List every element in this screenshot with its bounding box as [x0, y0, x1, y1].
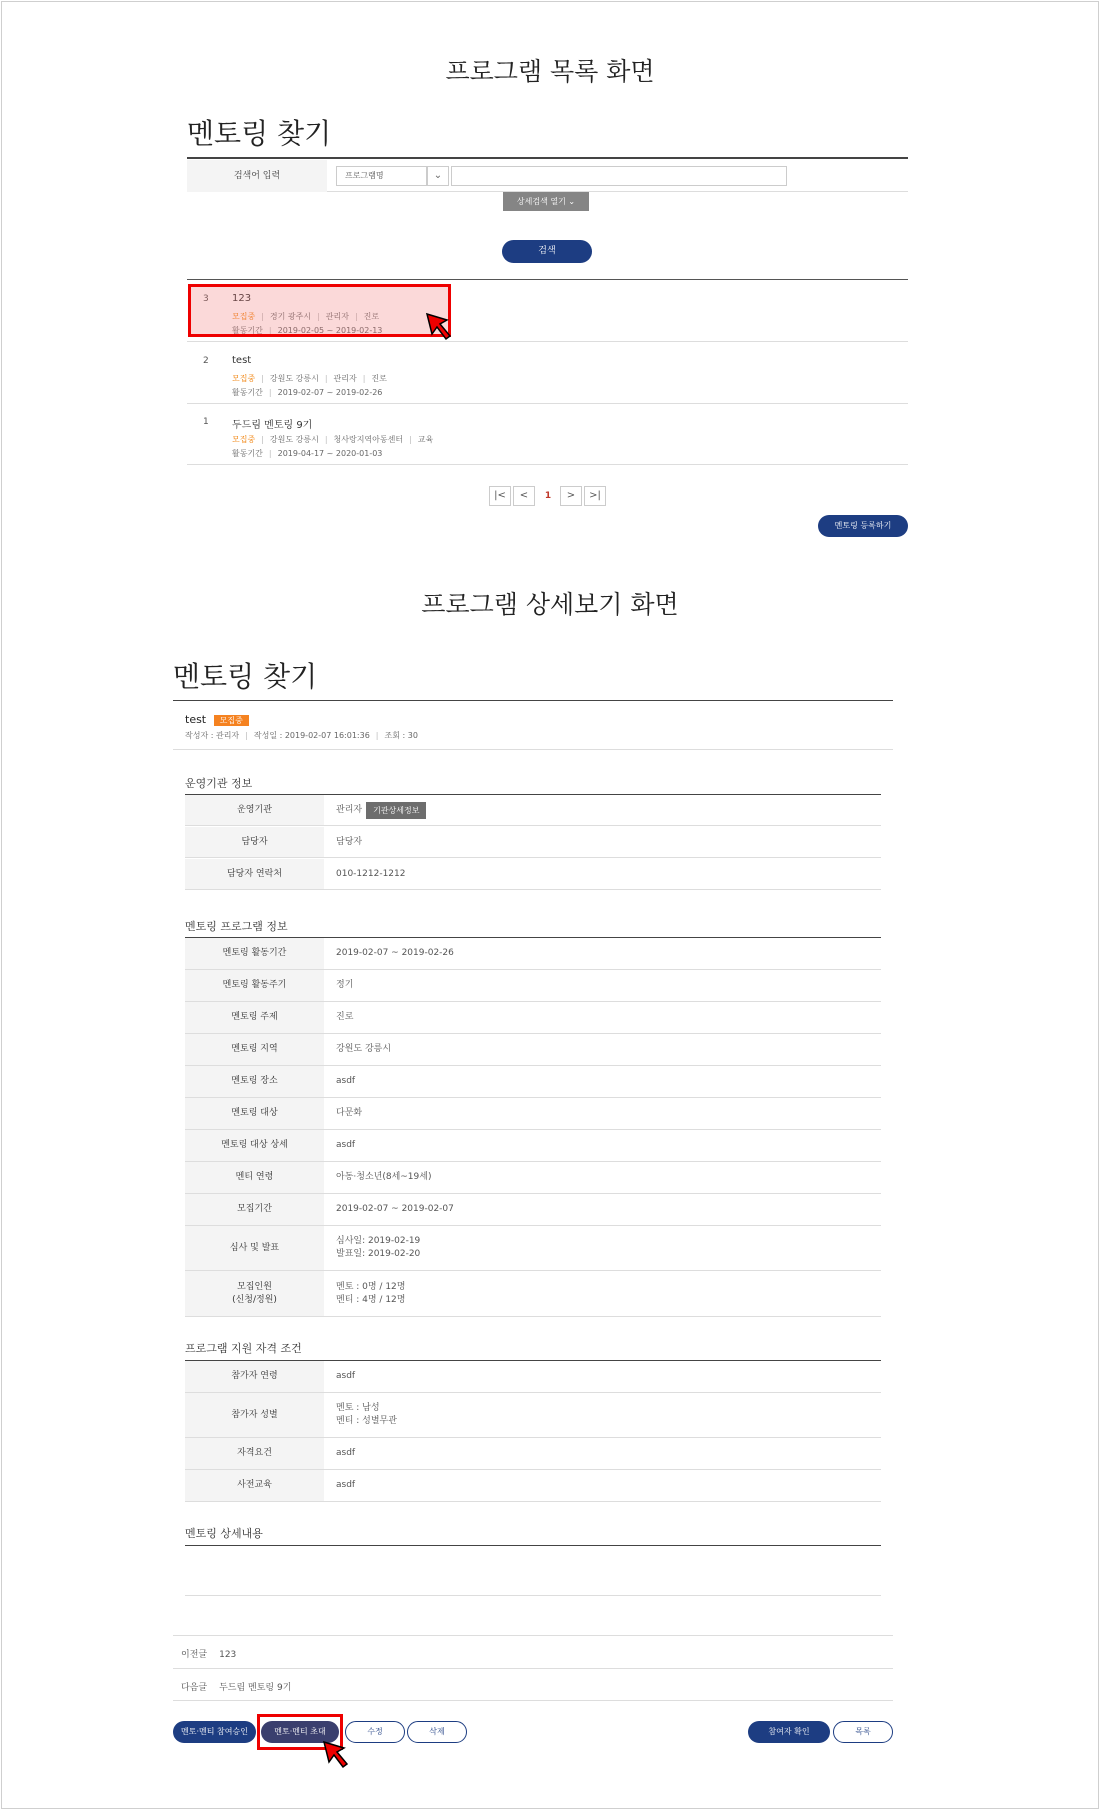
table-row — [185, 1162, 881, 1194]
highlight-box — [188, 284, 451, 337]
row-value: 멘토 : 0명 / 12명 멘티 : 4명 / 12명 — [336, 1281, 406, 1305]
pager-prev-button[interactable]: < — [513, 486, 535, 506]
row-value: 담당자 — [336, 836, 363, 847]
check-participants-button[interactable]: 참여자 확인 — [748, 1721, 830, 1743]
table-row — [185, 1470, 881, 1502]
row-label: 멘토링 지역 — [185, 1034, 324, 1065]
row-value: 심사일: 2019-02-19 발표일: 2019-02-20 — [336, 1236, 421, 1259]
row-label: 모집기간 — [185, 1194, 324, 1225]
program-section-heading: 멘토링 프로그램 정보 — [185, 920, 288, 933]
table-row — [185, 1226, 881, 1271]
item-title[interactable]: 123 — [232, 293, 252, 304]
nav-bottom-rule — [173, 1700, 893, 1701]
search-input[interactable] — [451, 166, 787, 186]
content-section-rule — [185, 1545, 881, 1546]
row-label: 멘토링 대상 — [185, 1098, 324, 1129]
pager-current-page[interactable]: 1 — [544, 491, 552, 501]
row-label: 모집인원 (신청/정원) — [185, 1271, 324, 1316]
content-section-heading: 멘토링 상세내용 — [185, 1527, 263, 1540]
detail-search-toggle-button[interactable]: 상세검색 열기 ⌄ — [503, 192, 589, 211]
table-row — [185, 938, 881, 970]
table-row — [185, 1271, 881, 1317]
delete-button[interactable]: 삭제 — [407, 1721, 467, 1743]
item-period: 활동기간 | 2019-02-07 ~ 2019-02-26 — [232, 388, 383, 397]
row-value: 아동·청소년(8세~19세) — [336, 1172, 432, 1182]
search-button[interactable]: 검색 — [502, 240, 592, 263]
status-badge: 모집중 — [214, 715, 249, 726]
table-row — [185, 1438, 881, 1470]
table-row — [185, 1002, 881, 1034]
pager-last-button[interactable]: >| — [584, 486, 606, 506]
row-value: 멘토 : 남성 멘티 : 성별무관 — [336, 1403, 397, 1426]
table-row — [185, 1130, 881, 1162]
next-post-link[interactable]: 다음글 두드림 멘토링 9기 — [181, 1683, 292, 1693]
content-body-rule — [185, 1595, 881, 1596]
post-title-line — [185, 713, 249, 726]
list-item[interactable] — [187, 343, 908, 404]
row-label: 심사 및 발표 — [185, 1226, 324, 1270]
row-value: 2019-02-07 ~ 2019-02-07 — [336, 1204, 454, 1214]
detail-title-rule — [173, 700, 893, 701]
status-text: 모집중 — [232, 374, 256, 383]
row-value: asdf — [336, 1480, 356, 1490]
register-mentoring-button[interactable]: 멘토링 등록하기 — [818, 515, 908, 537]
list-button[interactable]: 목록 — [833, 1721, 893, 1743]
detail-section-title: 프로그램 상세보기 화면 — [421, 590, 679, 619]
table-row — [185, 1098, 881, 1130]
item-number: 1 — [203, 417, 209, 427]
approve-participation-button[interactable]: 멘토·멘티 참여승인 — [173, 1721, 256, 1743]
detail-page-title: 멘토링 찾기 — [173, 660, 318, 693]
item-period: 활동기간 | 2019-02-05 ~ 2019-02-13 — [232, 326, 383, 335]
qual-section-heading: 프로그램 지원 자격 조건 — [185, 1342, 302, 1355]
row-label: 사전교육 — [185, 1470, 324, 1501]
org-detail-button[interactable]: 기관상세정보 — [366, 802, 426, 819]
row-value: asdf — [336, 1448, 356, 1458]
row-value: 010-1212-1212 — [336, 868, 406, 879]
row-label: 멘토링 대상 상세 — [185, 1130, 324, 1161]
table-row — [185, 859, 881, 890]
item-meta: 모집중 | 강원도 강릉시 | 관리자 | 진로 — [232, 374, 387, 383]
pager-first-button[interactable]: |< — [489, 486, 511, 506]
status-text: 모집중 — [232, 435, 256, 444]
item-number: 2 — [203, 356, 209, 366]
table-row — [185, 795, 881, 826]
row-label: 담당자 연락처 — [185, 859, 324, 889]
row-value: 2019-02-07 ~ 2019-02-26 — [336, 948, 454, 958]
search-label: 검색어 입력 — [187, 160, 327, 192]
table-row — [185, 827, 881, 858]
table-row — [185, 1361, 881, 1393]
search-type-select[interactable]: 프로그램명 — [336, 166, 427, 186]
post-header-rule — [173, 749, 893, 750]
status-text: 모집중 — [232, 312, 256, 321]
prev-post-link[interactable]: 이전글 123 — [181, 1650, 237, 1660]
invite-mentor-mentee-button[interactable]: 멘토·멘티 초대 — [261, 1721, 339, 1743]
chevron-down-icon[interactable]: ⌄ — [427, 166, 449, 186]
search-row — [187, 160, 908, 192]
row-label: 멘토링 활동주기 — [185, 970, 324, 1001]
row-label: 담당자 — [185, 827, 324, 857]
edit-button[interactable]: 수정 — [345, 1721, 405, 1743]
outer-frame — [1, 1, 1099, 1809]
row-value: 관리자 기관상세정보 — [336, 795, 426, 825]
row-label: 참가자 연령 — [185, 1361, 324, 1392]
item-meta: 모집중 | 강원도 강릉시 | 청사랑지역아동센터 | 교육 — [232, 435, 434, 444]
nav-mid-rule — [173, 1668, 893, 1669]
list-page-title: 멘토링 찾기 — [187, 117, 332, 150]
row-value: 진로 — [336, 1012, 354, 1022]
post-meta: 작성자 : 관리자 | 작성일 : 2019-02-07 16:01:36 | 조회 : 30 — [185, 731, 418, 740]
item-period: 활동기간 | 2019-04-17 ~ 2020-01-03 — [232, 449, 383, 458]
post-title: test — [185, 713, 207, 726]
row-value: asdf — [336, 1076, 356, 1086]
row-value: asdf — [336, 1140, 356, 1150]
nav-top-rule — [173, 1635, 893, 1636]
row-label: 멘토링 장소 — [185, 1066, 324, 1097]
row-label: 멘토링 활동기간 — [185, 938, 324, 969]
table-row — [185, 1034, 881, 1066]
row-value: 정기 — [336, 980, 354, 990]
row-value: 강원도 강릉시 — [336, 1044, 392, 1054]
list-top-rule — [187, 279, 908, 280]
table-row — [185, 1194, 881, 1226]
list-section-title: 프로그램 목록 화면 — [445, 57, 655, 86]
table-row — [185, 1393, 881, 1438]
row-value: asdf — [336, 1371, 356, 1381]
row-label: 자격요건 — [185, 1438, 324, 1469]
cursor-arrow-icon — [322, 1740, 352, 1770]
org-section-heading: 운영기관 정보 — [185, 777, 253, 790]
row-value: 다문화 — [336, 1108, 363, 1118]
list-title-rule — [187, 157, 908, 159]
item-number: 3 — [203, 294, 209, 304]
table-row — [185, 1066, 881, 1098]
row-label: 운영기관 — [185, 795, 324, 825]
item-meta: 모집중 | 경기 광주시 | 관리자 | 진로 — [232, 312, 380, 321]
item-title[interactable]: 두드림 멘토링 9기 — [232, 420, 313, 431]
row-label: 멘티 연령 — [185, 1162, 324, 1193]
row-label: 참가자 성별 — [185, 1393, 324, 1437]
cursor-arrow-icon — [425, 312, 455, 342]
row-label: 멘토링 주제 — [185, 1002, 324, 1033]
list-item[interactable] — [187, 404, 908, 465]
pager-next-button[interactable]: > — [560, 486, 582, 506]
item-title[interactable]: test — [232, 355, 252, 366]
table-row — [185, 970, 881, 1002]
